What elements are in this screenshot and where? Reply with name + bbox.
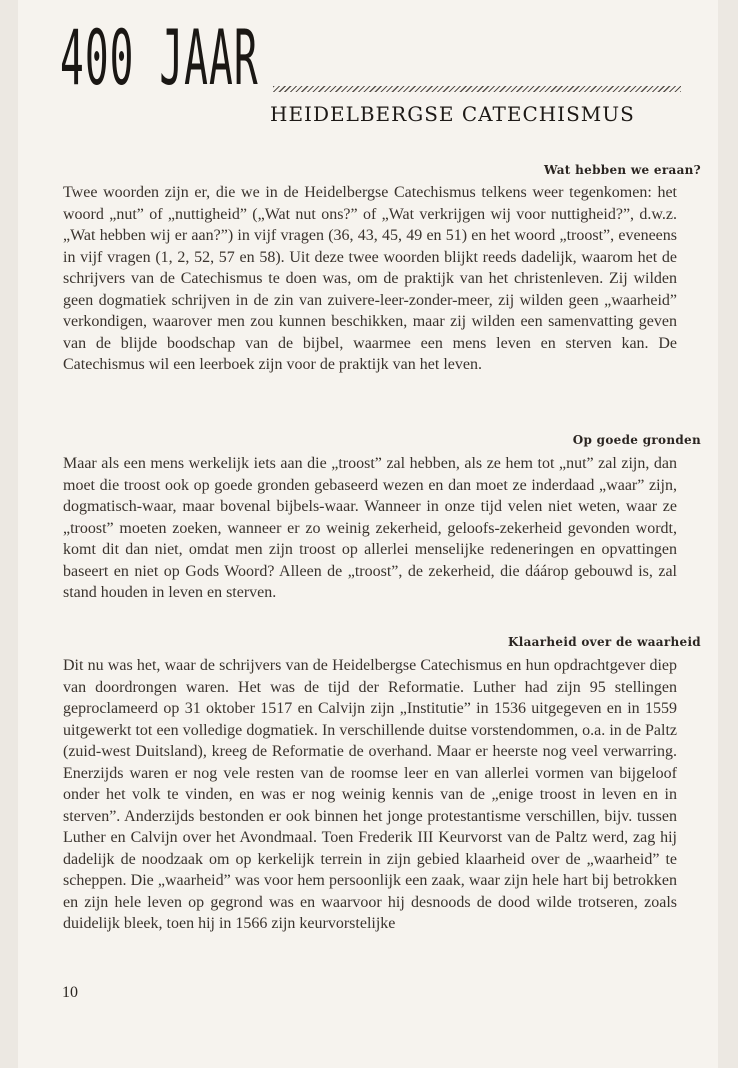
section-heading-op-goede-gronden: Op goede gronden [572, 433, 701, 447]
page-title: HEIDELBERGSE CATECHISMUS [270, 102, 635, 126]
section-paragraph-2: Maar als een mens werkelijk iets aan die „troost” zal hebben, als ze hem tot „nut” zal zijn, dan moet die troost ook op goede gronden gebaseerd wezen en dan moet ze inderdaad „waar” zijn, dogmatisch-waar, maar bovenal bijbels-waar. Wanneer in onze tijd velen niet weten, waar ze „troost” moeten zoeken, wanneer er zo weinig zekerheid, geloofs-zekerheid gevonden wordt, komt dit dan niet, omdat men zijn troost op allerlei menselijke redeneringen en opvattingen baseert en niet op Gods Woord? Alleen de „troost”, de zekerheid, die dáárop gebouwd is, zal stand houden in leven en sterven. [63, 455, 677, 601]
logo-400-jaar: 400 JAAR [60, 13, 259, 102]
decorative-rule [273, 86, 681, 92]
section-heading-wat-hebben-we-eraan: Wat hebben we eraan? [543, 163, 701, 177]
section-heading-klaarheid-over-de-waarheid: Klaarheid over de waarheid [508, 635, 701, 649]
section-paragraph-1: Twee woorden zijn er, die we in de Heidelbergse Catechismus telkens weer tegenkomen: het woord „nut” of „nuttigheid” („Wat nut ons?” of „Wat verkrijgen wij voor nuttigheid?”, d.w.z. „Wat hebben wij er aan?”) in vijf vragen (36, 43, 45, 49 en 51) en het woord „troost”, eveneens in vijf vragen (1, 2, 52, 57 en 58). Uit deze twee woorden blijkt reeds dadelijk, waarom het de schrijvers van de Catechismus te doen was, om de praktijk van het christenleven. Zij wilden geen dogmatiek schrijven in de zin van zuivere-leer-zonder-meer, zij wilden geen „waarheid” verkondigen, waarover men zou kunnen beschikken, maar zij wilden een samenvatting geven van de blijde boodschap van de bijbel, waarmee een mens leven en sterven kan. De Catechismus wil een leerboek zijn voor de praktijk van het leven. [63, 184, 677, 373]
page-number: 10 [62, 984, 78, 1001]
section-paragraph-3: Dit nu was het, waar de schrijvers van de Heidelbergse Catechismus en hun opdrachtgever diep van doordrongen waren. Het was de tijd der Reformatie. Luther had zijn 95 stellingen geproclameerd op 31 oktober 1517 en Calvijn zijn „Institutie” in 1536 uitgegeven en in 1559 uitgewerkt tot een volledige dogmatiek. In verschillende duitse vorstendommen, o.a. in de Paltz (zuid-west Duitsland), kreeg de Reformatie de overhand. Maar er heerste nog veel verwarring. Enerzijds waren er nog vele resten van de roomse leer en van allerlei vormen van bijgeloof onder het volk te vinden, en was er nog weinig kennis van de „enige troost in leven en in sterven”. Anderzijds bestonden er ook binnen het jonge protestantisme verschillen, bijv. tussen Luther en Calvijn over het Avondmaal. Toen Frederik III Keurvorst van de Paltz werd, zag hij dadelijk de noodzaak om op kerkelijk terrein in zijn gebied klaarheid over de „waarheid” te scheppen. Die „waarheid” was voor hem persoonlijk een zaak, waar zijn hele hart bij betrokken en zijn hele leven op gegrond was en waarvoor hij desnoods de dood wilde trotseren, zoals duidelijk bleek, toen hij in 1566 zijn keurvorstelijke [63, 657, 677, 932]
